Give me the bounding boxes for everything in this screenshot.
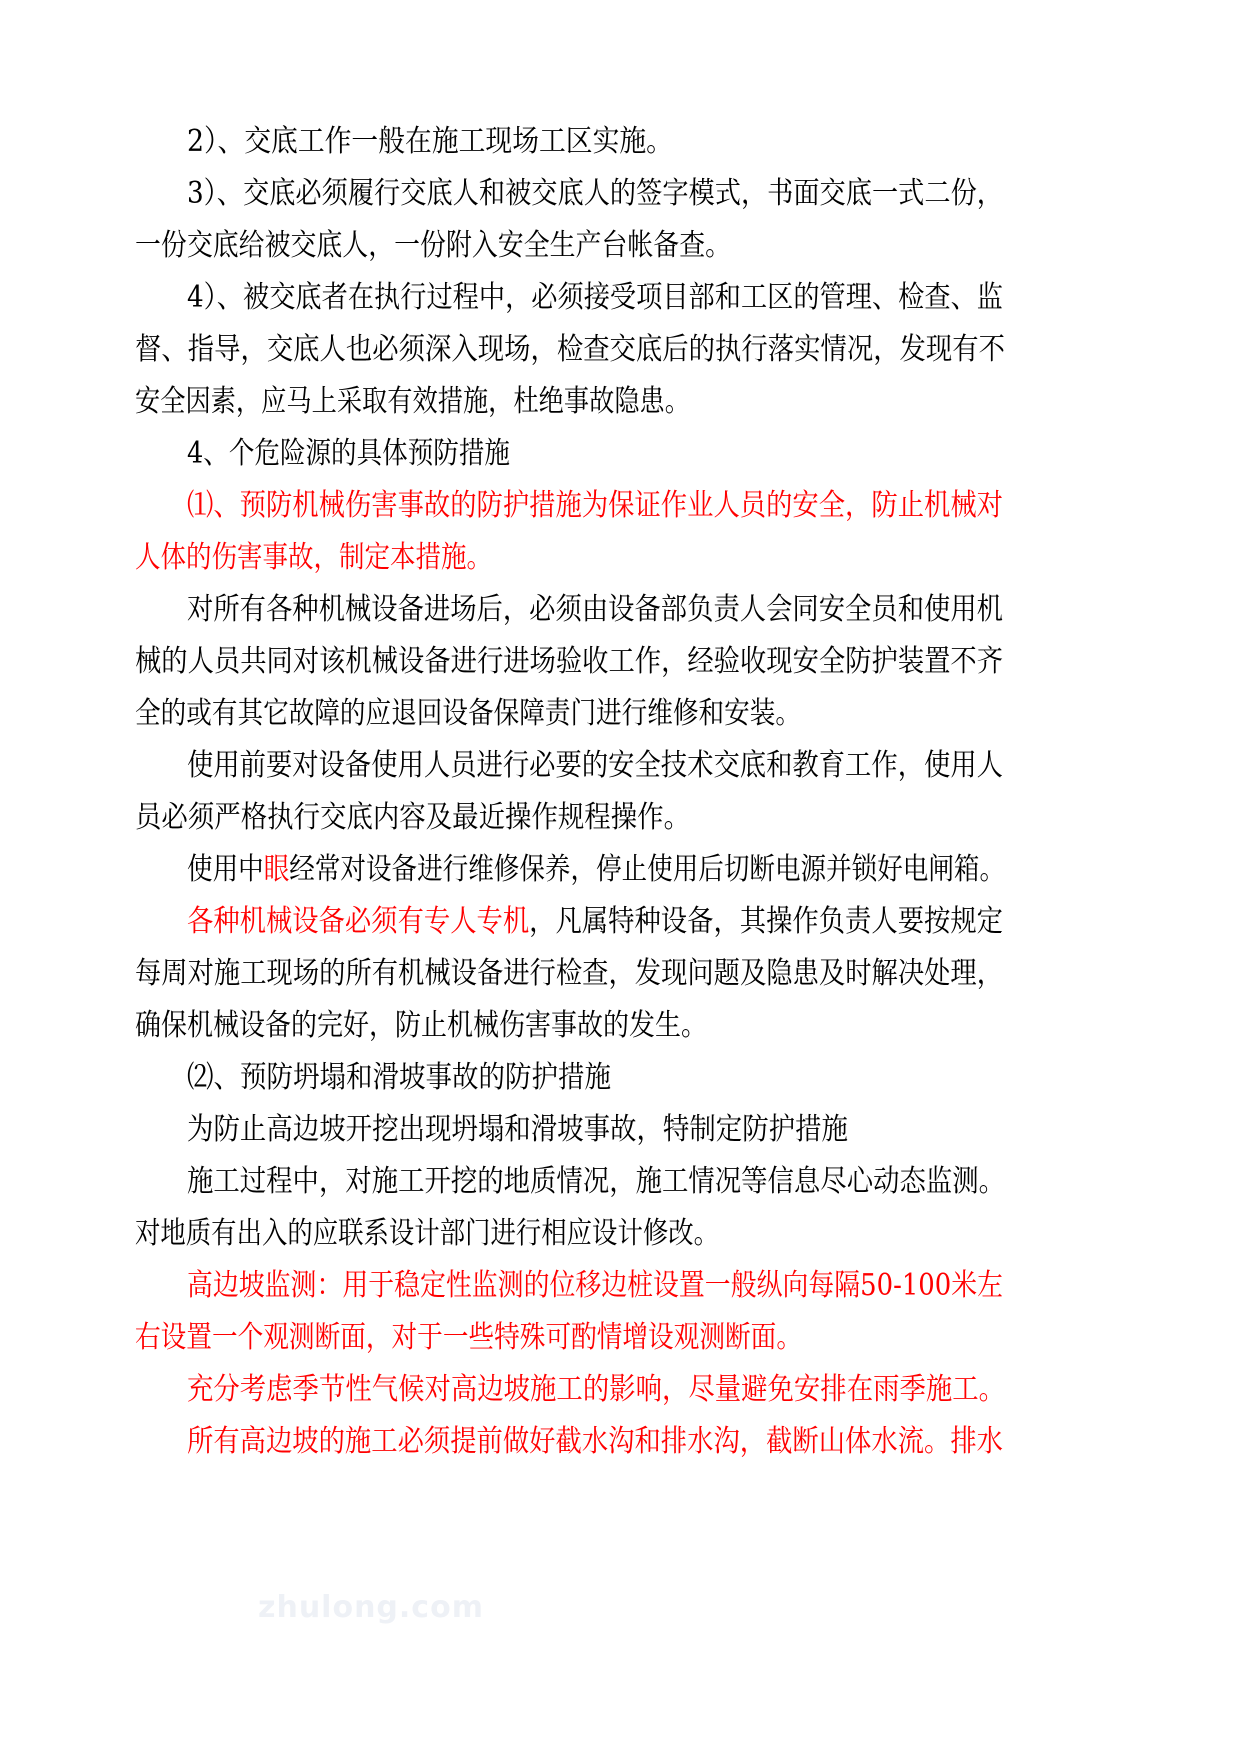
body-text: 4）、被交底者在执行过程中，必须接受项目部和工区的管理、检查、监: [187, 280, 1004, 315]
text-line: [0, 850, 1241, 890]
body-text: ，凡属特种设备，其操作负责人要按规定: [529, 904, 1003, 939]
body-text: 经常对设备进行维修保养，停止使用后切断电源并锁好电闸箱。: [289, 852, 1006, 887]
text-line: [0, 1058, 1241, 1098]
line-text: [187, 590, 1003, 630]
line-text: [135, 642, 1003, 682]
line-text: [187, 850, 1005, 890]
line-text: [135, 538, 492, 578]
highlighted-text: 高边坡监测：用于稳定性监测的位移边桩设置一般纵向每隔50-100米左: [187, 1268, 1004, 1303]
body-text: 每周对施工现场的所有机械设备进行检查，发现问题及隐患及时解决处理，: [135, 956, 1004, 991]
text-line: [0, 174, 1241, 214]
highlighted-text: 充分考虑季节性气候对高边坡施工的影响，尽量避免安排在雨季施工。: [187, 1372, 1006, 1407]
body-text: 确保机械设备的完好，防止机械伤害事故的发生。: [135, 1008, 708, 1043]
text-line: [0, 902, 1241, 942]
highlighted-text: 人体的伤害事故，制定本措施。: [135, 540, 492, 575]
text-line: [0, 694, 1241, 734]
text-line: [0, 642, 1241, 682]
line-text: [187, 1058, 611, 1098]
line-text: [187, 746, 1003, 786]
line-text: [187, 122, 673, 162]
text-line: [0, 1110, 1241, 1150]
text-line: [0, 382, 1241, 422]
text-line: [0, 1318, 1241, 1358]
line-text: [135, 382, 690, 422]
line-text: [135, 226, 731, 266]
body-text: ⑵、预防坍塌和滑坡事故的防护措施: [187, 1060, 611, 1095]
body-text: 员必须严格执行交底内容及最近操作规程操作。: [135, 800, 691, 835]
body-text: 械的人员共同对该机械设备进行进场验收工作，经验收现安全防护装置不齐: [135, 644, 1004, 679]
text-line: [0, 1006, 1241, 1046]
text-line: [0, 1266, 1241, 1306]
highlighted-text: 所有高边坡的施工必须提前做好截水沟和排水沟，截断山体水流。排水: [187, 1424, 1003, 1459]
line-text: [135, 798, 690, 838]
text-line: [0, 538, 1241, 578]
body-text: 3）、交底必须履行交底人和被交底人的签字模式，书面交底一式二份，: [187, 176, 1004, 211]
body-text: 为防止高边坡开挖出现坍塌和滑坡事故，特制定防护措施: [187, 1112, 848, 1147]
highlighted-text: ⑴、预防机械伤害事故的防护措施为保证作业人员的安全，防止机械对: [187, 488, 1003, 523]
text-line: [0, 1370, 1241, 1410]
line-text: [187, 1162, 1005, 1202]
text-line: [0, 1422, 1241, 1462]
highlighted-text: 各种机械设备必须有专人专机: [187, 904, 530, 939]
line-text: [135, 954, 1003, 994]
line-text: [187, 434, 510, 474]
text-line: [0, 330, 1241, 370]
body-text: 对所有各种机械设备进场后，必须由设备部负责人会同安全员和使用机: [187, 592, 1003, 627]
text-line: [0, 486, 1241, 526]
text-line: [0, 1162, 1241, 1202]
body-text: 2）、交底工作一般在施工现场工区实施。: [187, 124, 673, 159]
line-text: [187, 1422, 1003, 1462]
body-text: 4、个危险源的具体预防措施: [187, 436, 510, 471]
text-line: [0, 798, 1241, 838]
highlighted-text: 右设置一个观测断面，对于一些特殊可酌情增设观测断面。: [135, 1320, 802, 1355]
body-text: 对地质有出入的应联系设计部门进行相应设计修改。: [135, 1216, 720, 1251]
line-text: [135, 694, 801, 734]
text-line: [0, 278, 1241, 318]
line-text: [187, 278, 1003, 318]
text-line: [0, 590, 1241, 630]
body-text: 全的或有其它故障的应退回设备保障责门进行维修和安装。: [135, 696, 801, 731]
text-line: [0, 1214, 1241, 1254]
highlighted-text: 眼: [263, 852, 290, 887]
body-text: 督、指导，交底人也必须深入现场，检查交底后的执行落实情况，发现有不: [135, 332, 1006, 367]
line-text: [187, 1266, 1003, 1306]
text-line: [0, 434, 1241, 474]
text-line: [0, 954, 1241, 994]
body-text: 施工过程中，对施工开挖的地质情况，施工情况等信息尽心动态监测。: [187, 1164, 1006, 1199]
line-text: [135, 1214, 719, 1254]
line-text: [187, 1110, 848, 1150]
text-line: [0, 122, 1241, 162]
body-text: 一份交底给被交底人，一份附入安全生产台帐备查。: [135, 228, 732, 263]
body-text: 使用中: [187, 852, 264, 887]
body-text: 使用前要对设备使用人员进行必要的安全技术交底和教育工作，使用人: [187, 748, 1003, 783]
line-text: [135, 1006, 707, 1046]
watermark: zhulong.com: [258, 1590, 484, 1625]
text-line: [0, 746, 1241, 786]
body-text: 安全因素，应马上采取有效措施，杜绝事故隐患。: [135, 384, 690, 419]
text-line: [0, 226, 1241, 266]
line-text: [135, 1318, 802, 1358]
line-text: [187, 902, 1003, 942]
line-text: [187, 1370, 1005, 1410]
line-text: [187, 174, 1003, 214]
line-text: [135, 330, 1005, 370]
line-text: [187, 486, 1003, 526]
